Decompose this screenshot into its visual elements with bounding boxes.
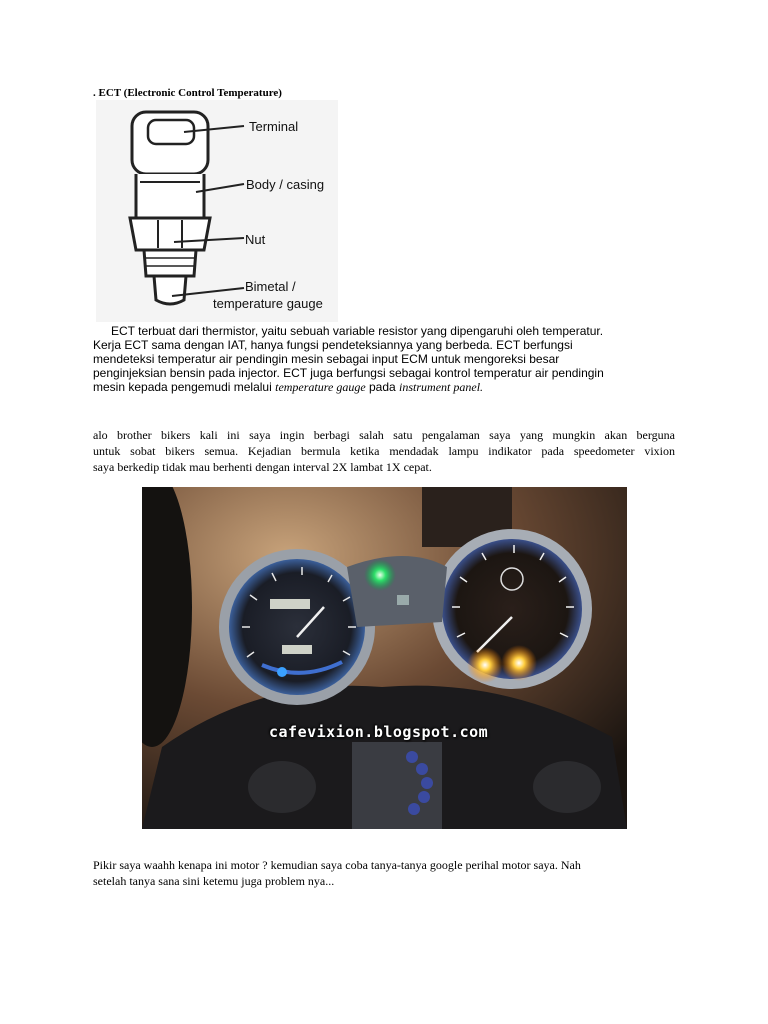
ect-line-1: ECT terbuat dari thermistor, yaitu sebuah variable resistor yang dipengaruhi oleh temperatur.	[111, 324, 604, 338]
label-bimetal: Bimetal /	[245, 279, 296, 294]
ect-line-5-mid: pada	[365, 380, 400, 394]
story-line-3: saya berkedip tidak mau berhenti dengan interval 2X lambat 1X cepat.	[93, 460, 432, 474]
term-instrument-panel: instrument panel.	[399, 380, 484, 394]
ect-sensor-diagram	[96, 100, 338, 322]
label-temperature-gauge: temperature gauge	[213, 296, 323, 311]
label-terminal: Terminal	[249, 119, 299, 134]
story-line-1: alo brother bikers kali ini saya ingin berbagi salah satu pengalaman saya yang mungkin akan berguna	[93, 428, 675, 442]
term-temperature-gauge: temperature gauge	[275, 380, 366, 394]
speedometer-illustration	[142, 487, 627, 829]
ect-line-5-start: mesin kepada pengemudi melalui	[93, 380, 276, 394]
closing-line-1: Pikir saya waahh kenapa ini motor ? kemudian saya coba tanya-tanya google perihal motor saya. Nah	[93, 858, 581, 872]
ect-line-3: mendeteksi temperatur air pendingin mesin sebagai input ECM untuk mengoreksi besar	[93, 352, 560, 366]
photo-watermark: cafevixion.blogspot.com	[269, 723, 489, 741]
ect-sensor-drawing	[96, 100, 338, 322]
story-line-2: untuk sobat bikers semua. Kejadian bermula ketika mendadak lampu indikator pada speedometer vixion	[93, 444, 675, 458]
label-nut: Nut	[245, 232, 266, 247]
ect-line-2: Kerja ECT sama dengan IAT, hanya fungsi pendeteksiannya yang berbeda. ECT berfungsi	[93, 338, 573, 352]
ect-description-paragraph	[93, 324, 673, 394]
section-heading: . ECT (Electronic Control Temperature)	[93, 87, 282, 99]
ect-line-4: penginjeksian bensin pada injector. ECT juga berfungsi sebagai kontrol temperatur air pendingin	[93, 366, 604, 380]
story-paragraph	[93, 427, 675, 475]
closing-line-2: setelah tanya sana sini ketemu juga problem nya...	[93, 874, 335, 888]
ect-line-5	[93, 380, 673, 394]
label-body-casing: Body / casing	[246, 177, 325, 192]
closing-paragraph	[93, 857, 673, 889]
speedometer-photo	[142, 487, 627, 829]
